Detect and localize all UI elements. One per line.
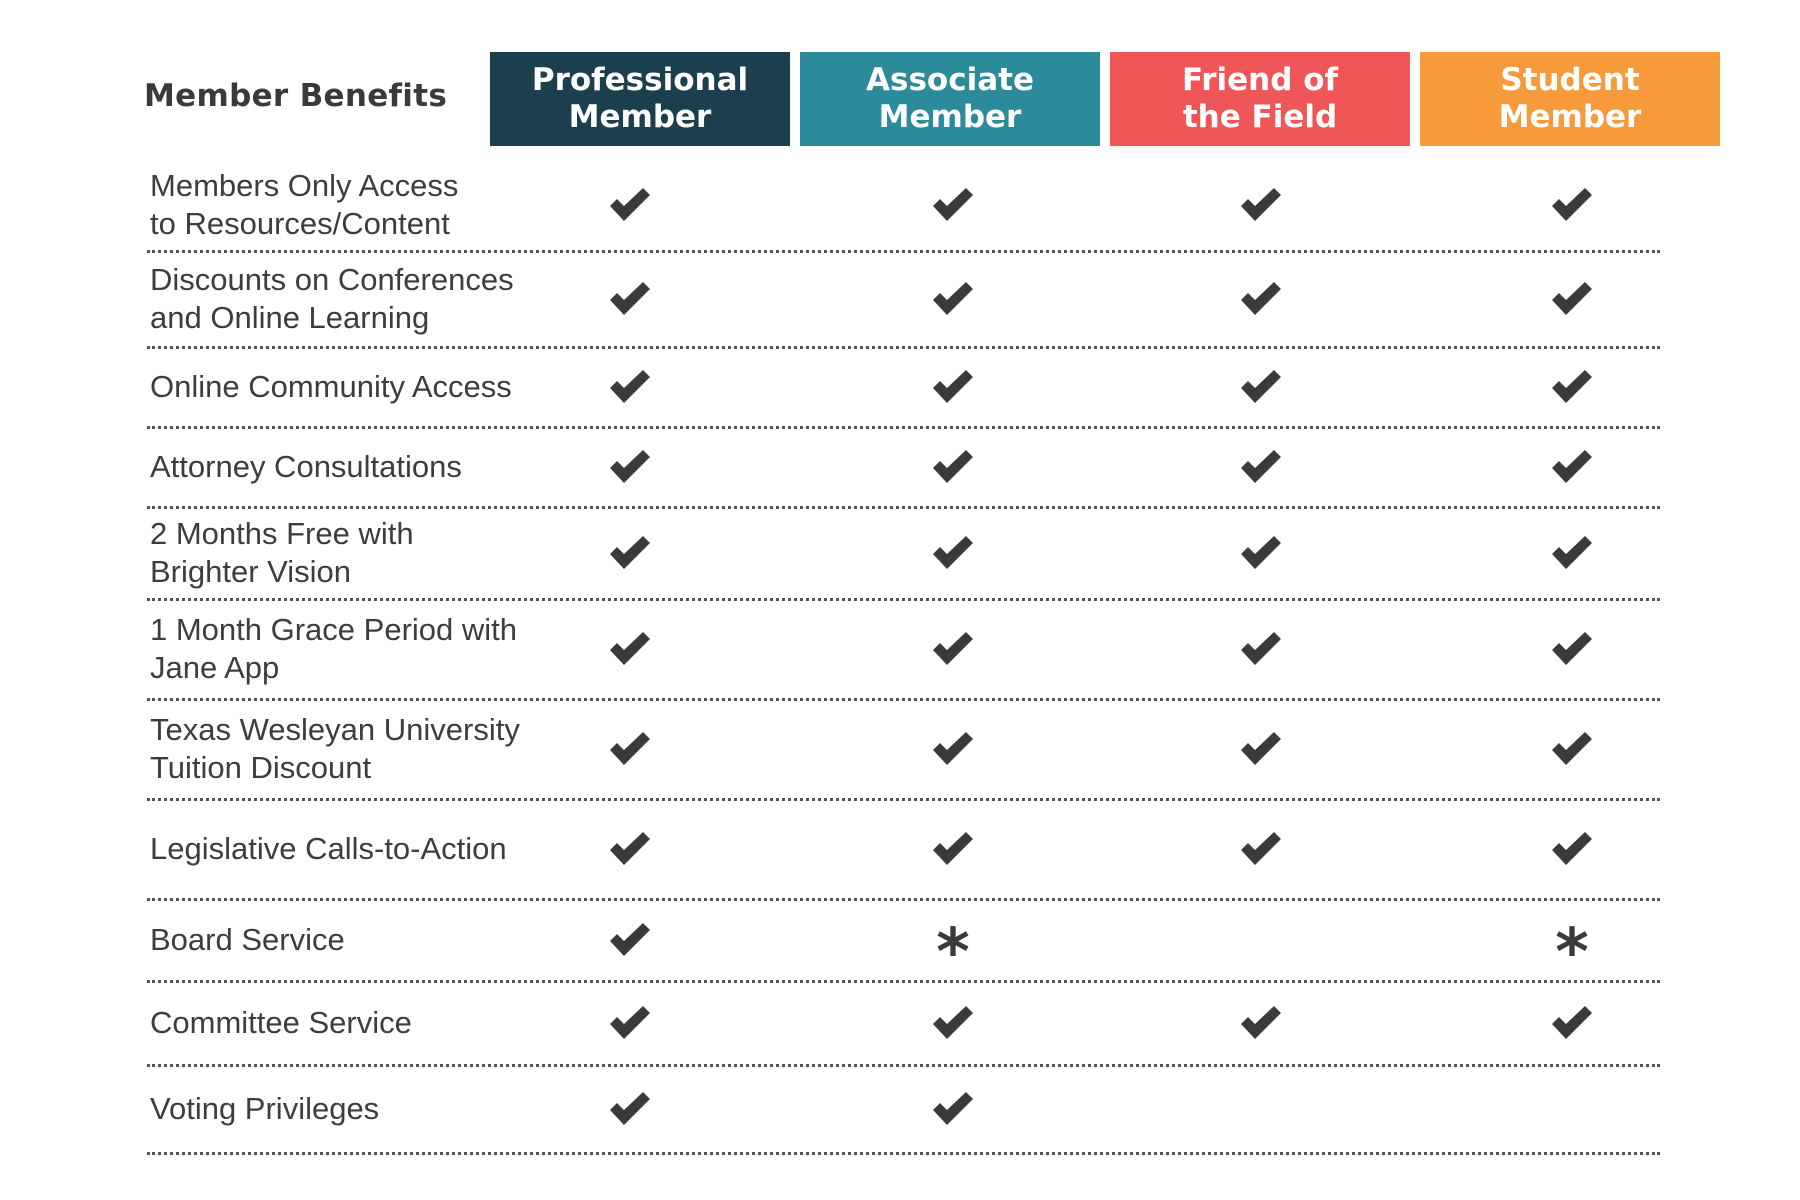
check-icon	[931, 831, 975, 867]
benefit-cell	[1231, 160, 1291, 250]
table-row	[147, 900, 1660, 990]
check-icon	[608, 922, 652, 958]
benefit-cell	[1542, 348, 1602, 426]
check-icon	[1239, 831, 1283, 867]
check-icon	[608, 449, 652, 485]
benefit-label: Online Community Access	[150, 369, 512, 404]
table-row	[147, 348, 1660, 429]
benefit-cell	[1231, 1066, 1291, 1152]
benefit-cell	[600, 508, 660, 598]
table-row	[147, 700, 1660, 801]
check-icon	[1239, 631, 1283, 667]
check-icon	[608, 631, 652, 667]
check-icon	[1239, 449, 1283, 485]
check-icon	[931, 535, 975, 571]
benefit-label: Committee Service	[150, 1005, 412, 1040]
check-icon	[1239, 369, 1283, 405]
table-row	[147, 800, 1660, 901]
benefit-cell	[1231, 800, 1291, 898]
check-icon	[1550, 535, 1594, 571]
check-icon	[1550, 281, 1594, 317]
benefit-cell	[600, 600, 660, 698]
benefit-label: Attorney Consultations	[150, 449, 462, 484]
asterisk-icon: *	[936, 916, 970, 990]
benefit-cell	[600, 348, 660, 426]
table-row	[147, 508, 1660, 601]
check-icon	[1550, 731, 1594, 767]
benefit-cell	[1231, 982, 1291, 1064]
check-icon	[608, 1091, 652, 1127]
benefit-cell	[600, 800, 660, 898]
column-header-friend: Friend of the Field	[1110, 52, 1410, 146]
benefit-cell	[1542, 982, 1602, 1064]
check-icon	[931, 369, 975, 405]
check-icon	[1239, 535, 1283, 571]
column-header-professional: Professional Member	[490, 52, 790, 146]
benefit-cell	[1542, 1066, 1602, 1152]
check-icon	[608, 187, 652, 223]
benefit-cell	[600, 160, 660, 250]
check-icon	[1550, 449, 1594, 485]
benefit-cell	[1542, 252, 1602, 346]
benefit-label: Discounts on Conferences and Online Learning	[150, 262, 514, 335]
check-icon	[931, 281, 975, 317]
benefit-cell	[1542, 600, 1602, 698]
check-icon	[608, 1005, 652, 1041]
benefit-cell	[600, 428, 660, 506]
benefit-cell	[923, 600, 983, 698]
benefit-cell	[923, 700, 983, 798]
check-icon	[931, 631, 975, 667]
benefit-label: Legislative Calls-to-Action	[150, 831, 507, 866]
benefit-cell	[923, 508, 983, 598]
benefit-cell	[1231, 700, 1291, 798]
check-icon	[608, 369, 652, 405]
benefit-cell	[1231, 252, 1291, 346]
check-icon	[1550, 1005, 1594, 1041]
benefit-cell	[923, 160, 983, 250]
benefit-cell	[923, 348, 983, 426]
benefit-label: Board Service	[150, 922, 345, 957]
check-icon	[1239, 187, 1283, 223]
benefit-label: 1 Month Grace Period with Jane App	[150, 612, 518, 685]
asterisk-icon: *	[1555, 916, 1589, 990]
check-icon	[931, 1091, 975, 1127]
column-header-student: Student Member	[1420, 52, 1720, 146]
benefit-cell	[1542, 428, 1602, 506]
benefit-cell	[1542, 800, 1602, 898]
benefit-cell	[600, 252, 660, 346]
check-icon	[931, 1005, 975, 1041]
table-title: Member Benefits	[144, 78, 448, 114]
column-header-associate: Associate Member	[800, 52, 1100, 146]
check-icon	[1239, 281, 1283, 317]
benefit-cell	[923, 252, 983, 346]
benefit-cell	[1542, 900, 1602, 990]
check-icon	[608, 535, 652, 571]
benefit-label: Texas Wesleyan University Tuition Discount	[150, 712, 520, 785]
benefit-cell	[1231, 600, 1291, 698]
check-icon	[1239, 731, 1283, 767]
table-row	[147, 428, 1660, 509]
check-icon	[1550, 631, 1594, 667]
table-row	[147, 160, 1660, 253]
check-icon	[608, 281, 652, 317]
table-row	[147, 982, 1660, 1067]
check-icon	[931, 731, 975, 767]
table-row	[147, 252, 1660, 349]
check-icon	[1239, 1005, 1283, 1041]
benefit-label: 2 Months Free with Brighter Vision	[150, 516, 414, 589]
benefit-cell	[1542, 700, 1602, 798]
benefit-cell	[923, 428, 983, 506]
check-icon	[608, 731, 652, 767]
benefit-label: Voting Privileges	[150, 1091, 380, 1126]
benefit-cell	[1231, 348, 1291, 426]
benefit-cell	[1542, 508, 1602, 598]
benefit-cell	[1231, 428, 1291, 506]
benefit-cell	[923, 900, 983, 990]
benefit-cell	[600, 1066, 660, 1152]
benefit-cell	[923, 800, 983, 898]
benefit-cell	[1231, 508, 1291, 598]
check-icon	[931, 187, 975, 223]
benefit-cell	[600, 900, 660, 980]
table-row	[147, 600, 1660, 701]
benefit-cell	[1542, 160, 1602, 250]
benefit-label: Members Only Access to Resources/Content	[150, 168, 459, 241]
check-icon	[1550, 369, 1594, 405]
check-icon	[608, 831, 652, 867]
check-icon	[931, 449, 975, 485]
table-row	[147, 1066, 1660, 1155]
benefit-cell	[600, 700, 660, 798]
check-icon	[1550, 831, 1594, 867]
benefit-cell	[1231, 900, 1291, 980]
check-icon	[1550, 187, 1594, 223]
benefit-cell	[600, 982, 660, 1064]
benefit-cell	[923, 982, 983, 1064]
benefit-cell	[923, 1066, 983, 1152]
